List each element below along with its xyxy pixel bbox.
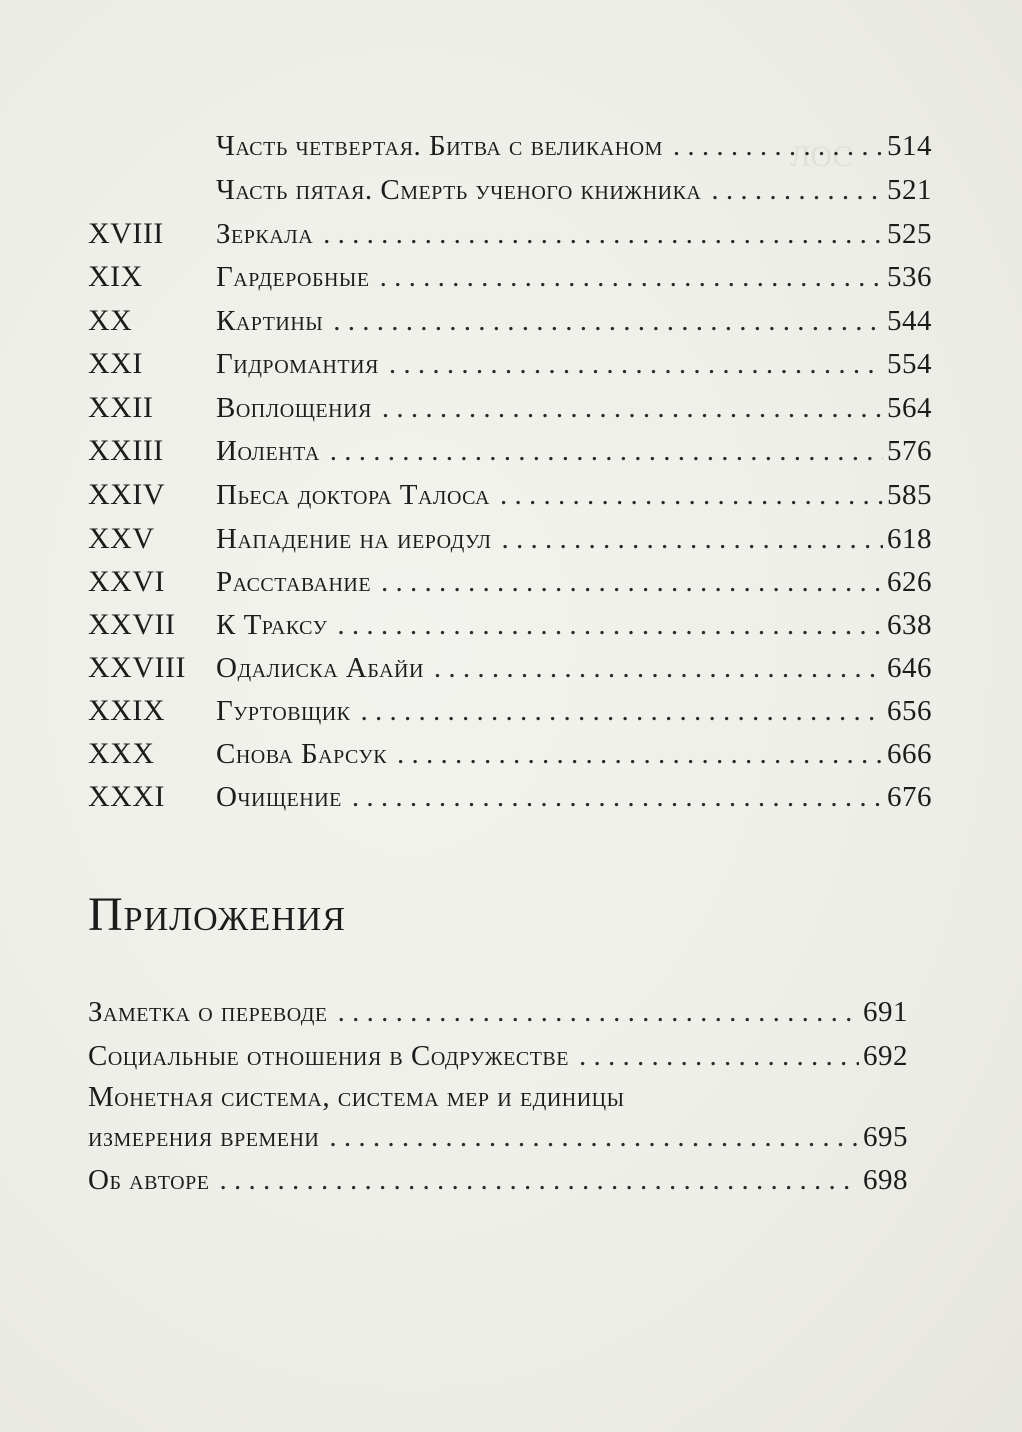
dot-leader [673,126,883,166]
dot-leader [329,1117,859,1157]
appendix-title: Заметка о переводе [88,996,328,1028]
dot-leader [337,605,883,645]
dot-leader [501,519,883,559]
chapter-number: XXVII [88,608,176,641]
toc-row [0,648,1022,688]
bleed-through-text: ЛОС [790,140,853,173]
chapter-number: XXVI [88,565,165,598]
page-number: 646 [887,652,932,684]
chapter-title: Одалиска Абайи [216,652,424,684]
page-number: 666 [887,738,932,770]
chapter-title: К Траксу [216,609,328,641]
toc-row [0,388,1022,428]
appendix-row [0,1036,1022,1076]
page-number: 656 [887,695,932,727]
toc-row [0,475,1022,515]
dot-leader [219,1160,859,1200]
dot-leader [333,301,883,341]
page-number: 554 [887,348,932,380]
dot-leader [361,691,884,731]
page-number: 626 [887,566,932,598]
dot-leader [579,1036,859,1076]
toc-row [0,605,1022,645]
toc-row [0,734,1022,774]
appendix-row-line1 [0,1077,1022,1117]
chapter-number: XXIX [88,694,165,727]
page-number: 691 [863,996,908,1028]
page-number: 564 [887,392,932,424]
toc-row [0,431,1022,471]
dot-leader [352,777,883,817]
chapter-title: Пьеса доктора Талоса [216,479,490,511]
chapter-title: Иолента [216,435,320,467]
section-heading: Приложения [88,888,346,941]
chapter-number: XX [88,304,133,337]
toc-row [0,691,1022,731]
toc-row [0,257,1022,297]
toc-row [0,301,1022,341]
chapter-title: Картины [216,305,324,337]
chapter-title: Часть пятая. Смерть ученого книжника [216,174,702,206]
appendix-row [0,1160,1022,1200]
chapter-title: Зеркала [216,218,314,250]
dot-leader [323,214,883,254]
dot-leader [434,648,883,688]
chapter-number: XXX [88,737,155,770]
page-number: 514 [887,130,932,162]
appendix-title-line1: Монетная система, система мер и единицы [88,1081,625,1113]
chapter-number: XXVIII [88,651,186,684]
appendix-row [0,992,1022,1032]
toc-row [0,126,1022,166]
page-number: 536 [887,261,932,293]
page-number: 525 [887,218,932,250]
chapter-title: Гуртовщик [216,695,351,727]
appendix-title: Социальные отношения в Содружестве [88,1040,569,1072]
chapter-number: XXIV [88,478,165,511]
chapter-title: Часть четвертая. Битва с великаном [216,130,663,162]
dot-leader [500,475,883,515]
dot-leader [382,388,883,428]
dot-leader [338,992,859,1032]
page-number: 576 [887,435,932,467]
chapter-title: Гардеробные [216,261,370,293]
chapter-title: Снова Барсук [216,738,388,770]
page-number: 585 [887,479,932,511]
chapter-title: Гидромантия [216,348,379,380]
toc-row [0,214,1022,254]
appendix-title: Об авторе [88,1164,210,1196]
chapter-number: XIX [88,260,143,293]
page-number: 676 [887,781,932,813]
chapter-number: XXV [88,522,155,555]
dot-leader [380,257,883,297]
chapter-number: XXII [88,391,154,424]
chapter-number: XXIII [88,434,164,467]
dot-leader [389,344,883,384]
page-number: 521 [887,174,932,206]
toc-row [0,562,1022,602]
appendix-row [0,1117,1022,1157]
chapter-number: XXI [88,347,143,380]
dot-leader [330,431,883,471]
toc-row [0,519,1022,559]
dot-leader [381,562,883,602]
appendix-title: измерения времени [88,1121,320,1153]
chapter-number: XVIII [88,217,164,250]
chapter-title: Воплощения [216,392,372,424]
dot-leader [397,734,883,774]
page-number: 618 [887,523,932,555]
chapter-title: Расставание [216,566,372,598]
dot-leader [711,170,883,210]
page-number: 695 [863,1121,908,1153]
toc-row [0,170,1022,210]
toc-row [0,777,1022,817]
toc-row [0,344,1022,384]
chapter-title: Нападение на иеродул [216,523,492,555]
page-number: 638 [887,609,932,641]
page-number: 544 [887,305,932,337]
page-number: 698 [863,1164,908,1196]
page-number: 692 [863,1040,908,1072]
chapter-number: XXXI [88,780,165,813]
chapter-title: Очищение [216,781,342,813]
